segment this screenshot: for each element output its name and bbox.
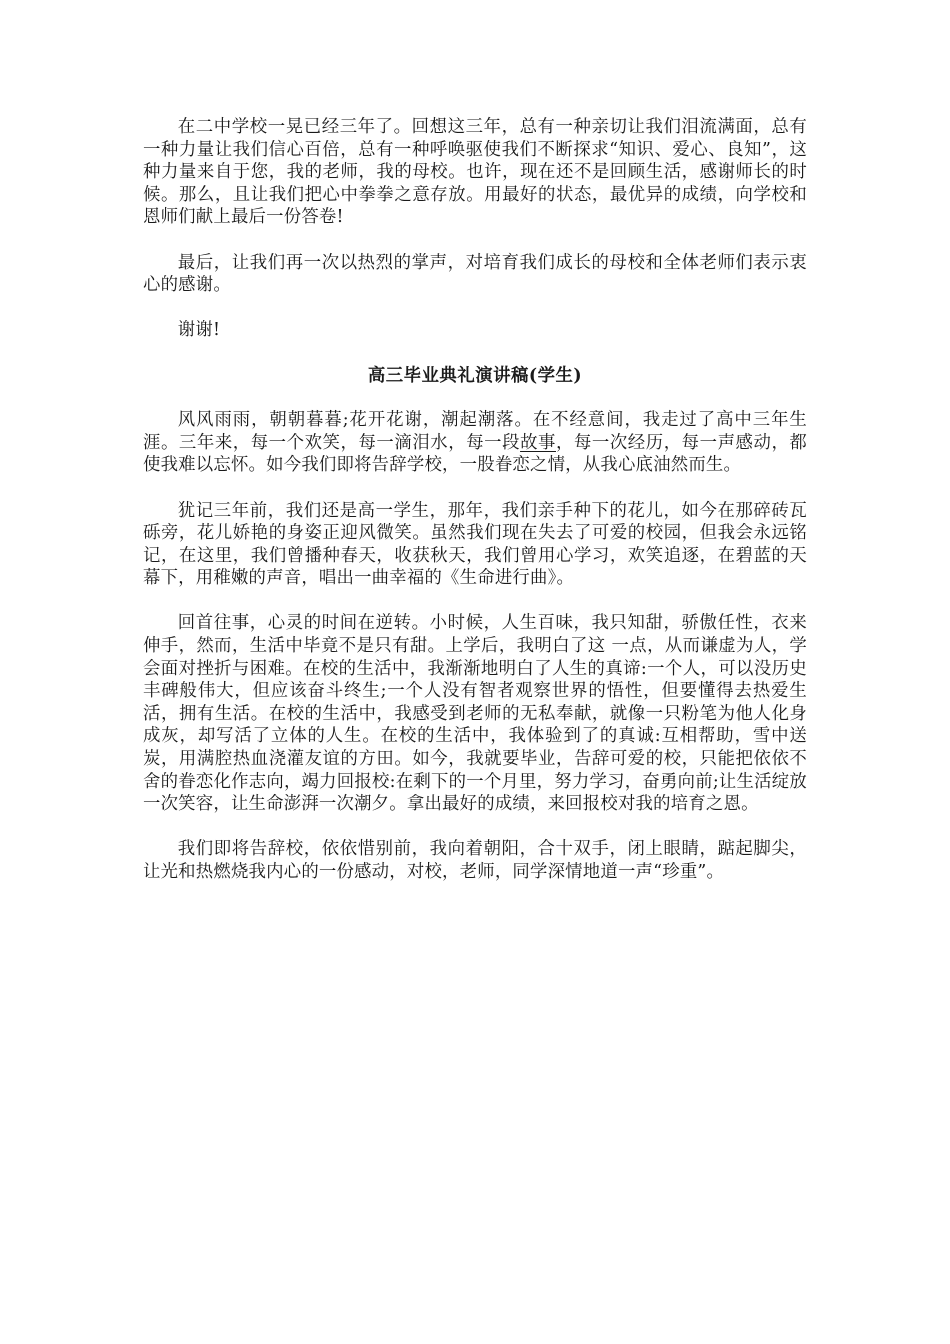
paragraph-three-years xyxy=(143,409,807,477)
paragraph-thanks-school: 在二中学校一晃已经三年了。回想这三年，总有一种亲切让我们泪流满面，总有一种力量让我们信心百倍，总有一种呼唤驱使我们不断探求“知识、爱心、良知”，这种力量来自于您，我的老师，我的母校。也许，现在还不是回顾生活，感谢师长的时候。那么，且让我们把心中拳拳之意存放。用最好的状态，最优异的成绩，向学校和恩师们献上最后一份答卷! xyxy=(143,117,807,228)
paragraph-applause: 最后，让我们再一次以热烈的掌声，对培育我们成长的母校和全体老师们表示衷心的感谢。 xyxy=(143,252,807,296)
document-body xyxy=(143,116,807,906)
paragraph-looking-back: 回首往事，心灵的时间在逆转。小时候，人生百味，我只知甜，骄傲任性，衣来伸手，然而，生活中毕竟不是只有甜。上学后，我明白了这 一点，从而谦虚为人，学会面对挫折与困难。在校的生活中，我渐渐地明白了人生的真谛:一个人，可以没历史丰碑般伟大，但应该奋斗终生;一个人没有智者观察世界的悟性，但要懂得去热爱生活，拥有生活。在校的生活中，我感受到老师的无私奉献，就像一只粉笔为他人化身成灰，却写活了立体的人生。在校的生活中，我体验到了的真诚:互相帮助，雪中送炭，用满腔热血浇灌友谊的方田。如今，我就要毕业，告辞可爱的校，只能把依依不舍的眷恋化作志向，竭力回报校:在剩下的一个月里，努力学习，奋勇向前;让生活绽放一次笑容，让生命澎湃一次潮夕。拿出最好的成绩，来回报校对我的培育之恩。 xyxy=(143,613,807,815)
paragraph-memories: 犹记三年前，我们还是高一学生，那年，我们亲手种下的花儿，如今在那碎砖瓦砾旁，花儿娇艳的身姿正迎风微笑。虽然我们现在失去了可爱的校园，但我会永远铭记，在这里，我们曾播种春天，收获秋天，我们曾用心学习，欢笑追逐，在碧蓝的天幕下，用稚嫩的声音，唱出一曲幸福的《生命进行曲》。 xyxy=(143,500,807,589)
paragraph-thank-you: 谢谢! xyxy=(177,320,221,341)
story-link[interactable]: 故事 xyxy=(520,432,556,453)
speech-title: 高三毕业典礼演讲稿(学生) xyxy=(367,365,583,386)
text-segment: ，每一次经历，每一声感动，都使我难以忘怀。如今我们即将告辞学校，一股眷恋之情，从我心底油然而生。 xyxy=(143,432,807,476)
paragraph-farewell: 我们即将告辞校，依依惜别前，我向着朝阳，合十双手，闭上眼睛，踮起脚尖，让光和热燃烧我内心的一份感动，对校，老师，同学深情地道一声“珍重”。 xyxy=(143,839,807,882)
text-segment: 风风雨雨，朝朝暮暮;花开花谢，潮起潮落。在不经意间，我走过了高中三年生涯。三年来，每一个欢笑，每一滴泪水，每一段 xyxy=(143,410,807,453)
